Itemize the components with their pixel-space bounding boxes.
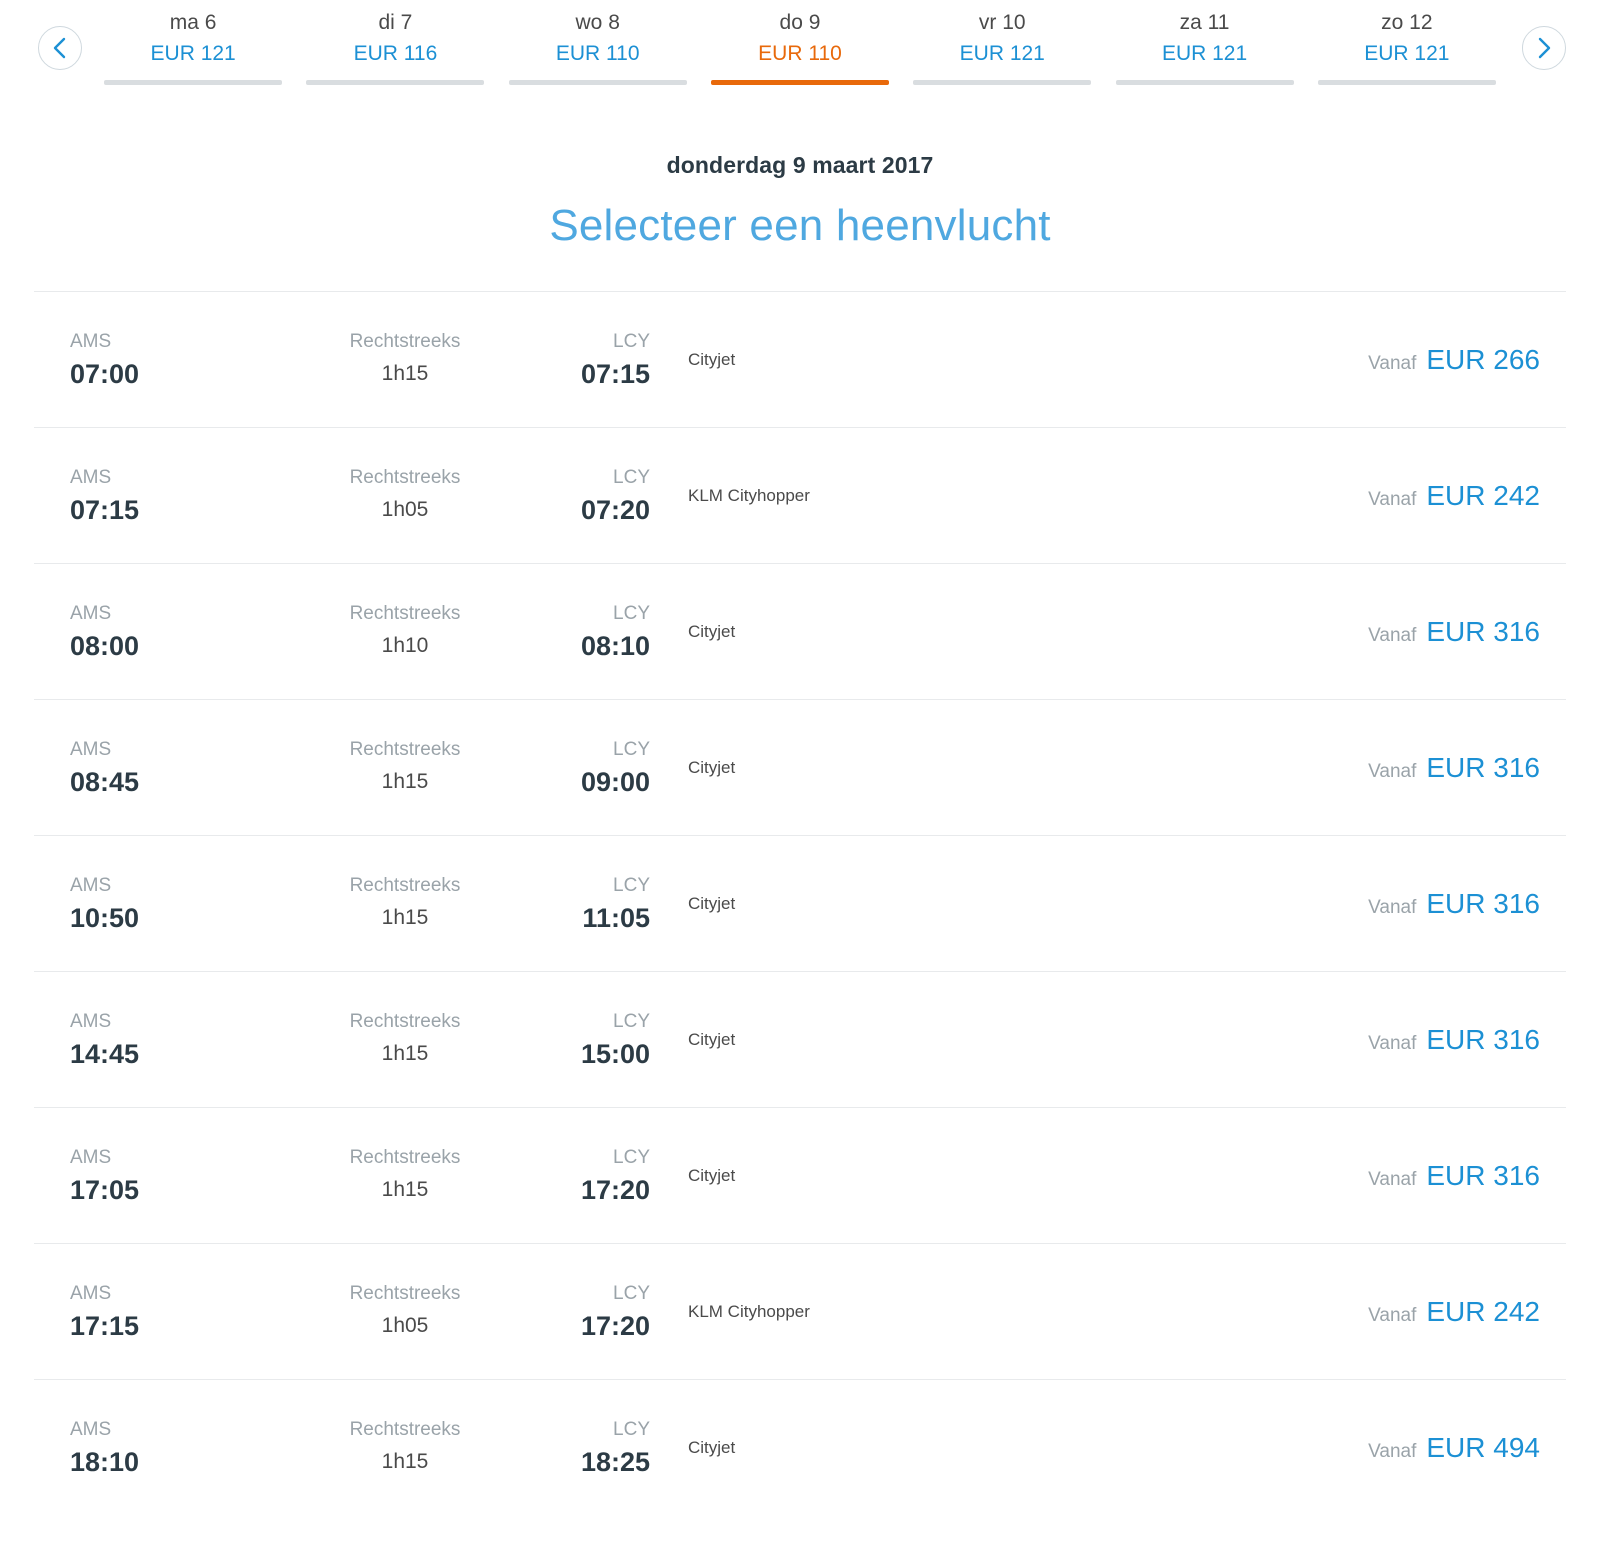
arrival-time: 11:05 xyxy=(582,902,650,933)
origin-block xyxy=(70,1144,280,1208)
duration-label: 1h10 xyxy=(381,633,429,657)
flight-row[interactable] xyxy=(34,700,1566,836)
destination-code: LCY xyxy=(613,1419,650,1440)
selected-date-title: donderdag 9 maart 2017 xyxy=(666,152,934,178)
arrival-time: 07:20 xyxy=(580,494,650,525)
carrier-block xyxy=(650,350,1306,370)
destination-code: LCY xyxy=(613,466,650,488)
price-block[interactable] xyxy=(1306,344,1566,376)
origin-code: AMS xyxy=(70,1146,112,1168)
stops-label: Rechtstreeks xyxy=(349,738,461,760)
price-amount: EUR 242 xyxy=(1426,479,1540,511)
arrival-time: 15:00 xyxy=(580,1038,650,1069)
departure-time: 17:15 xyxy=(70,1310,140,1341)
price-amount: EUR 316 xyxy=(1426,751,1540,783)
date-cell-di-7[interactable] xyxy=(294,0,496,85)
origin-code: AMS xyxy=(70,1419,112,1440)
duration-label: 1h15 xyxy=(381,1177,429,1201)
destination-block xyxy=(530,464,650,528)
duration-block xyxy=(280,464,530,528)
duration-label: 1h15 xyxy=(381,1041,429,1065)
price-block[interactable] xyxy=(1306,616,1566,648)
price-amount: EUR 242 xyxy=(1426,1295,1540,1327)
flight-row[interactable] xyxy=(34,428,1566,564)
duration-block xyxy=(280,328,530,392)
departure-time: 17:05 xyxy=(70,1174,140,1205)
date-track xyxy=(92,0,1508,85)
date-cell-day: di 7 xyxy=(378,11,413,34)
carrier-block xyxy=(650,1030,1306,1050)
date-cell-day: do 9 xyxy=(779,11,821,34)
carrier-name: KLM Cityhopper xyxy=(688,485,810,505)
date-cell-underline xyxy=(306,80,484,85)
date-cell-day: vr 10 xyxy=(978,11,1026,34)
arrival-time: 18:25 xyxy=(580,1447,650,1477)
price-amount: EUR 266 xyxy=(1426,343,1540,375)
origin-block xyxy=(70,872,280,936)
origin-block xyxy=(70,1280,280,1344)
date-cell-price: EUR 121 xyxy=(1364,42,1450,65)
carrier-block xyxy=(650,622,1306,642)
origin-code: AMS xyxy=(70,874,112,896)
departure-time: 18:10 xyxy=(70,1447,140,1477)
price-block[interactable] xyxy=(1306,480,1566,512)
origin-code: AMS xyxy=(70,1010,112,1032)
flight-row[interactable] xyxy=(34,292,1566,428)
date-cell-price: EUR 116 xyxy=(353,42,438,65)
departure-time: 08:00 xyxy=(70,630,140,661)
origin-code: AMS xyxy=(70,466,112,488)
carrier-name: Cityjet xyxy=(688,893,736,913)
stops-label: Rechtstreeks xyxy=(349,330,461,352)
flight-row[interactable] xyxy=(34,564,1566,700)
duration-block xyxy=(280,1416,530,1480)
destination-code: LCY xyxy=(613,738,650,760)
date-cell-underline xyxy=(1116,80,1294,85)
carrier-block xyxy=(650,1166,1306,1186)
destination-block xyxy=(530,1144,650,1208)
price-block[interactable] xyxy=(1306,1160,1566,1192)
origin-block xyxy=(70,1008,280,1072)
stops-label: Rechtstreeks xyxy=(349,602,461,624)
duration-label: 1h15 xyxy=(381,361,429,385)
price-block[interactable] xyxy=(1306,1296,1566,1328)
date-cell-underline xyxy=(104,80,282,85)
departure-time: 07:00 xyxy=(70,358,140,389)
destination-code: LCY xyxy=(613,602,650,624)
date-cell-za-11[interactable] xyxy=(1103,0,1305,85)
flight-row[interactable] xyxy=(34,1244,1566,1380)
page-header xyxy=(0,100,1600,251)
carrier-block xyxy=(650,1438,1306,1458)
destination-code: LCY xyxy=(613,1282,650,1304)
date-cell-underline xyxy=(913,80,1091,85)
price-prefix: Vanaf xyxy=(1368,624,1417,646)
price-block[interactable] xyxy=(1306,1432,1566,1464)
stops-label: Rechtstreeks xyxy=(349,1419,461,1440)
carrier-name: Cityjet xyxy=(688,1438,736,1457)
price-amount: EUR 494 xyxy=(1426,1432,1540,1463)
duration-label: 1h15 xyxy=(381,1450,429,1473)
flight-row[interactable] xyxy=(34,836,1566,972)
carrier-block xyxy=(650,486,1306,506)
date-cell-ma-6[interactable] xyxy=(92,0,294,85)
carrier-name: Cityjet xyxy=(688,1165,736,1185)
destination-block xyxy=(530,600,650,664)
origin-code: AMS xyxy=(70,738,112,760)
price-prefix: Vanaf xyxy=(1368,1168,1417,1190)
destination-code: LCY xyxy=(613,874,650,896)
departure-time: 14:45 xyxy=(70,1038,140,1069)
destination-code: LCY xyxy=(613,1146,650,1168)
origin-block xyxy=(70,464,280,528)
duration-block xyxy=(280,1144,530,1208)
date-cell-day: wo 8 xyxy=(575,11,620,34)
price-block[interactable] xyxy=(1306,888,1566,920)
carrier-block xyxy=(650,758,1306,778)
flight-row[interactable] xyxy=(34,1380,1566,1516)
price-prefix: Vanaf xyxy=(1368,1032,1417,1054)
date-cell-do-9[interactable] xyxy=(699,0,901,85)
destination-block xyxy=(530,872,650,936)
price-prefix: Vanaf xyxy=(1368,1441,1417,1462)
duration-label: 1h05 xyxy=(381,497,429,521)
carrier-name: Cityjet xyxy=(688,757,736,777)
origin-code: AMS xyxy=(70,330,112,352)
carrier-name: Cityjet xyxy=(688,621,736,641)
price-block[interactable] xyxy=(1306,752,1566,784)
price-prefix: Vanaf xyxy=(1368,760,1417,782)
departure-time: 07:15 xyxy=(70,494,140,525)
date-cell-underline xyxy=(509,80,687,85)
date-cell-day: ma 6 xyxy=(169,11,217,34)
date-cell-price: EUR 121 xyxy=(959,42,1045,65)
previous-days-button[interactable] xyxy=(38,26,82,70)
carrier-name: KLM Cityhopper xyxy=(688,1301,810,1321)
carrier-name: Cityjet xyxy=(688,1029,736,1049)
date-cell-price: EUR 121 xyxy=(150,42,236,65)
date-cell-vr-10[interactable] xyxy=(901,0,1103,85)
date-cell-price: EUR 121 xyxy=(1161,42,1248,65)
arrival-time: 09:00 xyxy=(580,766,650,797)
origin-block xyxy=(70,328,280,392)
price-block[interactable] xyxy=(1306,1024,1566,1056)
destination-block xyxy=(530,736,650,800)
arrival-time: 17:20 xyxy=(580,1174,650,1205)
duration-block xyxy=(280,872,530,936)
date-cell-underline-selected xyxy=(711,80,889,85)
origin-block xyxy=(70,736,280,800)
duration-block xyxy=(280,1008,530,1072)
price-prefix: Vanaf xyxy=(1368,488,1417,510)
duration-block xyxy=(280,600,530,664)
duration-label: 1h15 xyxy=(381,769,429,793)
stops-label: Rechtstreeks xyxy=(349,1282,461,1304)
price-amount: EUR 316 xyxy=(1426,615,1540,647)
duration-block xyxy=(280,1280,530,1344)
origin-code: AMS xyxy=(70,602,112,624)
carrier-block xyxy=(650,1302,1306,1322)
origin-block xyxy=(70,1416,280,1480)
price-amount: EUR 316 xyxy=(1426,1159,1540,1191)
date-cell-wo-8[interactable] xyxy=(497,0,699,85)
date-cell-price: EUR 110 xyxy=(758,42,842,65)
stops-label: Rechtstreeks xyxy=(349,874,461,896)
destination-block xyxy=(530,1280,650,1344)
arrival-time: 08:10 xyxy=(580,630,650,661)
price-prefix: Vanaf xyxy=(1368,352,1417,374)
date-cell-day: zo 12 xyxy=(1381,11,1433,34)
date-cell-underline xyxy=(1318,80,1496,85)
price-amount: EUR 316 xyxy=(1426,1023,1540,1055)
origin-code: AMS xyxy=(70,1282,112,1304)
price-prefix: Vanaf xyxy=(1368,896,1417,918)
departure-time: 10:50 xyxy=(70,902,140,933)
stops-label: Rechtstreeks xyxy=(349,1010,461,1032)
destination-code: LCY xyxy=(613,330,650,352)
duration-block xyxy=(280,736,530,800)
next-days-button[interactable] xyxy=(1522,26,1566,70)
price-amount: EUR 316 xyxy=(1426,887,1540,919)
destination-code: LCY xyxy=(613,1010,650,1032)
flight-list xyxy=(34,291,1566,1516)
date-cell-zo-12[interactable] xyxy=(1306,0,1508,85)
flight-row[interactable] xyxy=(34,1108,1566,1244)
duration-label: 1h05 xyxy=(381,1313,429,1337)
destination-block xyxy=(530,328,650,392)
carrier-name: Cityjet xyxy=(688,349,736,369)
arrival-time: 07:15 xyxy=(580,358,650,389)
date-cell-price: EUR 110 xyxy=(555,42,640,65)
date-cell-day: za 11 xyxy=(1179,11,1230,34)
departure-time: 08:45 xyxy=(70,766,140,797)
duration-label: 1h15 xyxy=(381,905,429,929)
destination-block xyxy=(530,1008,650,1072)
flight-row[interactable] xyxy=(34,972,1566,1108)
page-title: Selecteer een heenvlucht xyxy=(549,201,1051,250)
stops-label: Rechtstreeks xyxy=(349,1146,461,1168)
arrival-time: 17:20 xyxy=(580,1310,650,1341)
date-price-strip xyxy=(0,0,1600,100)
destination-block xyxy=(530,1416,650,1480)
origin-block xyxy=(70,600,280,664)
carrier-block xyxy=(650,894,1306,914)
price-prefix: Vanaf xyxy=(1368,1304,1417,1326)
stops-label: Rechtstreeks xyxy=(349,466,461,488)
